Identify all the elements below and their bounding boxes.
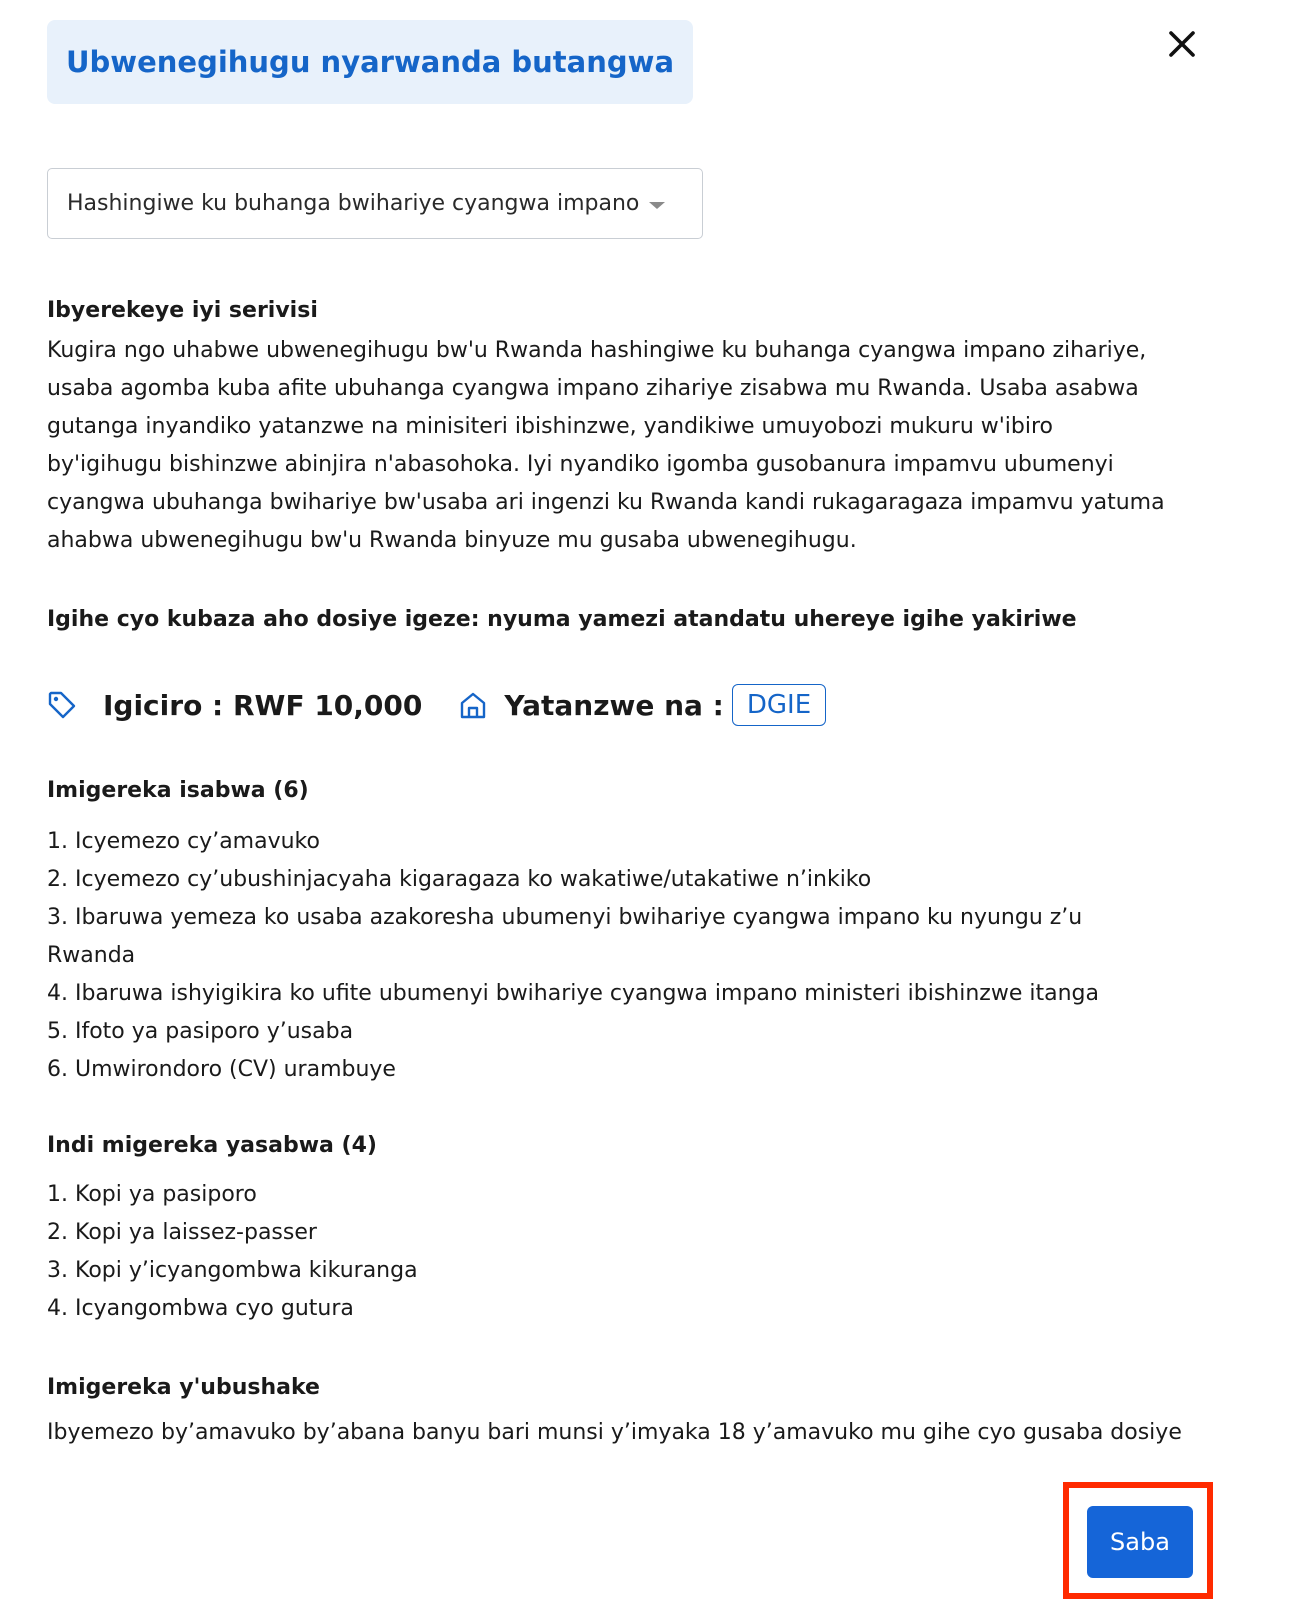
service-meta [47,683,826,727]
about-heading: Ibyerekeye iyi serivisi [47,298,318,323]
about-line: usaba agomba kuba afite ubuhanga cyangwa impano zihariye zisabwa mu Rwanda. Usaba asabwa [47,376,1139,401]
provider-label: Yatanzwe na : [504,688,724,722]
about-line: gutanga inyandiko yatanzwe na minisiteri ibishinzwe, yandikiwe umuyobozi mukuru w'ibiro [47,414,1054,439]
list-item: 6. Umwirondoro (CV) urambuye [47,1057,396,1082]
submit-button[interactable]: Saba [1087,1506,1193,1578]
optional-docs-text: Ibyemezo by’amavuko by’abana banyu bari munsi y’imyaka 18 y’amavuko mu gihe cyo gusaba dosiye [47,1420,1182,1445]
list-item: 4. Ibaruwa ishyigikira ko ufite ubumenyi bwihariye cyangwa impano ministeri ibishinzwe itanga [47,981,1099,1006]
optional-docs-heading: Imigereka y'ubushake [47,1375,320,1400]
category-select[interactable] [47,168,703,239]
category-select-value: Hashingiwe ku buhanga bwihariye cyangwa impano [67,191,640,216]
about-line: cyangwa ubuhanga bwihariye bw'usaba ari ingenzi ku Rwanda kandi rukagaragaza impamvu yatuma [47,490,1165,515]
list-item: 5. Ifoto ya pasiporo y’usaba [47,1019,354,1044]
provider-badge[interactable]: DGIE [732,684,826,726]
list-item: 3. Ibaruwa yemeza ko usaba azakoresha ubumenyi bwihariye cyangwa impano ku nyungu z’u Rwanda [47,905,1083,968]
price-label: Igiciro : RWF 10,000 [103,688,423,722]
list-item: 3. Kopi y’icyangombwa kikuranga [47,1258,418,1283]
page-title: Ubwenegihugu nyarwanda butangwa [65,45,675,79]
processing-time: Igihe cyo kubaza aho dosiye igeze: nyuma yamezi atandatu uhereye igihe yakiriwe [47,607,1077,632]
close-icon [1168,30,1196,58]
tag-icon [47,690,77,720]
required-docs-heading: Imigereka isabwa (6) [47,778,309,803]
other-docs-heading: Indi migereka yasabwa (4) [47,1133,377,1158]
about-line: ahabwa ubwenegihugu bw'u Rwanda binyuze mu gusaba ubwenegihugu. [47,528,857,553]
about-line: Kugira ngo uhabwe ubwenegihugu bw'u Rwanda hashingiwe ku buhanga cyangwa impano zihariye, [47,338,1147,363]
list-item: 2. Icyemezo cy’ubushinjacyaha kigaragaza ko wakatiwe/utakatiwe n’inkiko [47,867,872,892]
list-item: 4. Icyangombwa cyo gutura [47,1296,354,1321]
home-icon [458,690,488,720]
list-item: 2. Kopi ya laissez-passer [47,1220,317,1245]
other-docs-list [47,1176,1207,1328]
required-docs-list [47,823,1207,1089]
close-button[interactable] [1162,24,1202,64]
list-item: 1. Kopi ya pasiporo [47,1182,257,1207]
title-banner [47,20,693,104]
chevron-down-icon [649,202,665,209]
list-item: 1. Icyemezo cy’amavuko [47,829,320,854]
about-line: by'igihugu bishinzwe abinjira n'abasohoka. Iyi nyandiko igomba gusobanura impamvu ubumenyi [47,452,1114,477]
about-description [47,332,1247,560]
